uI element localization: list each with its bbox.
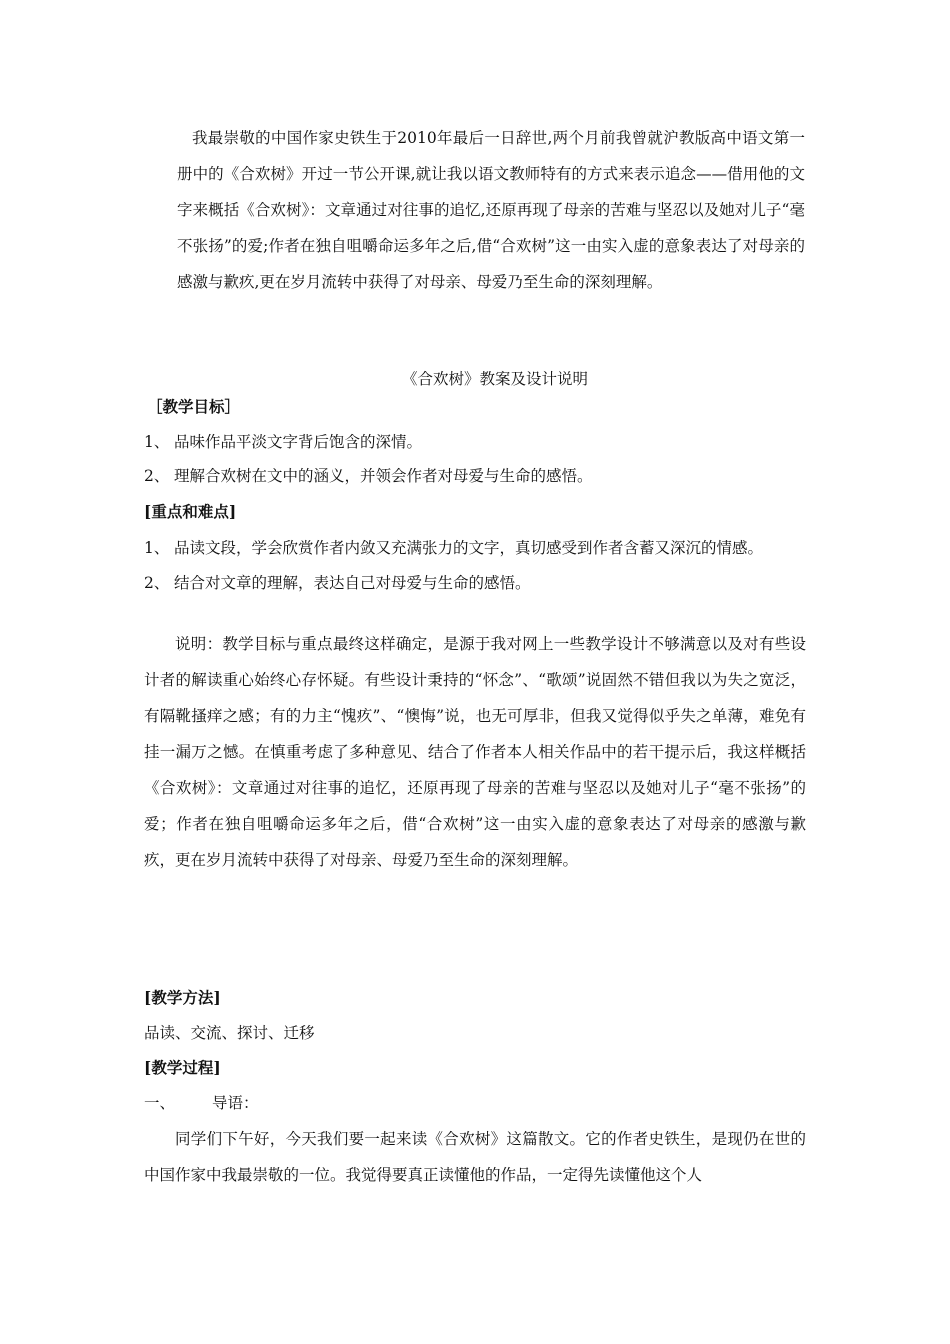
process-intro-paragraph: 同学们下午好，今天我们要一起来读《合欢树》这篇散文。它的作者史铁生，是现仍在世的中国作家中我最崇敬的一位。我觉得要真正读懂他的作品，一定得先读懂他这个人 [144,1130,806,1184]
document-title: 《合欢树》教案及设计说明 [401,370,588,388]
key-point-text: 品读文段，学会欣赏作者内敛又充满张力的文字，真切感受到作者含蓄又深沉的情感。 [174,539,764,557]
methods-text: 品读、交流、探讨、迁移 [144,1024,315,1042]
key-point-item-2 [144,571,531,595]
objective-text: 理解合欢树在文中的涵义，并领会作者对母爱与生命的感悟。 [174,467,593,485]
process-step-number: 一、 [144,1094,176,1112]
objective-number: 2、 [144,467,170,485]
key-point-number: 2、 [144,574,170,592]
objective-number: 1、 [144,433,170,451]
objective-item-1 [144,430,422,454]
key-points-heading: [重点和难点] [144,502,237,521]
key-point-item-1 [144,536,763,560]
process-heading: [教学过程] [144,1058,221,1077]
key-point-number: 1、 [144,539,170,557]
objective-item-2 [144,464,593,488]
objectives-heading: ［教学目标］ [147,397,241,416]
key-point-text: 结合对文章的理解，表达自己对母爱与生命的感悟。 [174,574,531,592]
process-step-1 [144,1091,259,1115]
objective-text: 品味作品平淡文字背后饱含的深情。 [174,433,423,451]
process-step-label: 导语： [212,1094,259,1112]
explanation-paragraph: 说明：教学目标与重点最终这样确定，是源于我对网上一些教学设计不够满意以及对有些设计者的解读重心始终心存怀疑。有些设计秉持的“怀念”、“歌颂”说固然不错但我以为失之宽泛，有隔靴搔痒之感；有的力主“愧疚”、“懊悔”说，也无可厚非，但我又觉得似乎失之单薄，难免有挂一漏万之憾。在慎重考虑了多种意见、结合了作者本人相关作品中的若干提示后，我这样概括《合欢树》：文章通过对往事的追忆，还原再现了母亲的苦难与坚忍以及她对儿子“毫不张扬”的爱；作者在独自咀嚼命运多年之后，借“合欢树”这一由实入虚的意象表达了对母亲的感激与歉疚，更在岁月流转中获得了对母亲、母爱乃至生命的深刻理解。 [144,635,806,869]
methods-heading: [教学方法] [144,988,221,1007]
intro-paragraph: 我最崇敬的中国作家史铁生于2010年最后一日辞世,两个月前我曾就沪教版高中语文第一册中的《合欢树》开过一节公开课,就让我以语文教师特有的方式来表示追念——借用他的文字来概括《合欢树》：文章通过对往事的追忆,还原再现了母亲的苦难与坚忍以及她对儿子“毫不张扬”的爱;作者在独自咀嚼命运多年之后,借“合欢树”这一由实入虚的意象表达了对母亲的感激与歉疚,更在岁月流转中获得了对母亲、母爱乃至生命的深刻理解。 [177,129,805,291]
